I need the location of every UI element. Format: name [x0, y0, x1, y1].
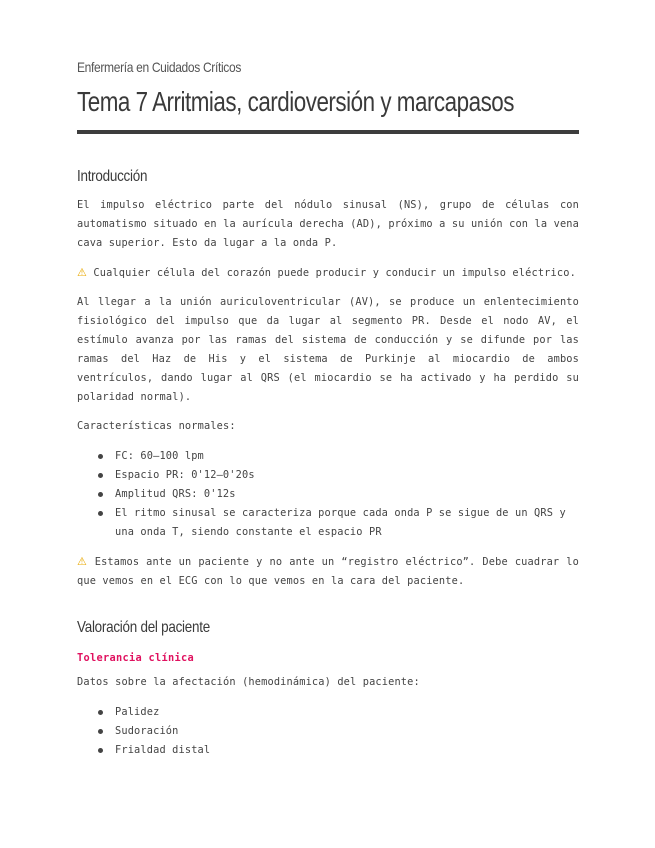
- list-item-text: FC: 60–100 lpm: [115, 450, 204, 462]
- document-page: [77, 56, 579, 760]
- bullet-icon: [98, 710, 103, 715]
- warning-note-2: [77, 552, 579, 591]
- valoracion-list: [77, 703, 579, 760]
- bullet-icon: [98, 511, 103, 516]
- characteristics-label: Características normales:: [77, 420, 236, 432]
- section-heading-valoracion: Valoración del paciente: [77, 619, 210, 636]
- valoracion-paragraph-1: Datos sobre la afectación (hemodinámica) del paciente:: [77, 676, 420, 688]
- subheading-tolerancia-clinica: Tolerancia clínica: [77, 652, 194, 664]
- list-item: [77, 722, 579, 741]
- list-item: [77, 504, 579, 542]
- list-item-text: Palidez: [115, 706, 160, 718]
- list-item-text: Amplitud QRS: 0'12s: [115, 488, 236, 500]
- bullet-icon: [98, 454, 103, 459]
- warning-note-1: [77, 263, 579, 283]
- list-item: [77, 703, 579, 722]
- list-item: [77, 485, 579, 504]
- list-item-text: El ritmo sinusal se caracteriza porque cada onda P se sigue de un QRS y una onda T, siendo constante el espacio PR: [115, 507, 566, 538]
- intro-paragraph-1: El impulso eléctrico parte del nódulo sinusal (NS), grupo de células con automatismo situado en la aurícula derecha (AD), próximo a su unión con la vena cava superior. Esto da lugar a la onda P.: [77, 199, 579, 249]
- warning-note-1-text: Cualquier célula del corazón puede producir y conducir un impulso eléctrico.: [93, 267, 576, 279]
- intro-paragraph-2: Al llegar a la unión auriculoventricular (AV), se produce un enlentecimiento fisiológico del impulso que da lugar al segmento PR. Desde el nodo AV, el estímulo avanza por las ramas del sistema de conducción y se difunde por las ramas del Haz de His y el sistema de Purkinje al miocardio de ambos ventrículos, dando lugar al QRS (el miocardio se ha activado y ha perdido su polaridad normal).: [77, 296, 579, 403]
- list-item-text: Espacio PR: 0'12–0'20s: [115, 469, 255, 481]
- bullet-icon: [98, 492, 103, 497]
- bullet-icon: [98, 473, 103, 478]
- list-item: [77, 447, 579, 466]
- list-item-text: Frialdad distal: [115, 744, 211, 756]
- document-subtitle: Enfermería en Cuidados Críticos: [77, 59, 242, 75]
- title-rule: [77, 130, 579, 134]
- warning-icon: ⚠: [77, 555, 88, 568]
- list-item: [77, 466, 579, 485]
- list-item: [77, 741, 579, 760]
- document-title: Tema 7 Arritmias, cardioversión y marcapasos: [77, 86, 514, 117]
- bullet-icon: [98, 729, 103, 734]
- characteristics-list: [77, 447, 579, 542]
- list-item-text: Sudoración: [115, 725, 179, 737]
- bullet-icon: [98, 748, 103, 753]
- warning-icon: ⚠: [77, 266, 88, 279]
- section-heading-introduccion: Introducción: [77, 168, 148, 185]
- warning-note-2-text: Estamos ante un paciente y no ante un “registro eléctrico”. Debe cuadrar lo que vemos en el ECG con lo que vemos en la cara del paciente.: [77, 556, 579, 587]
